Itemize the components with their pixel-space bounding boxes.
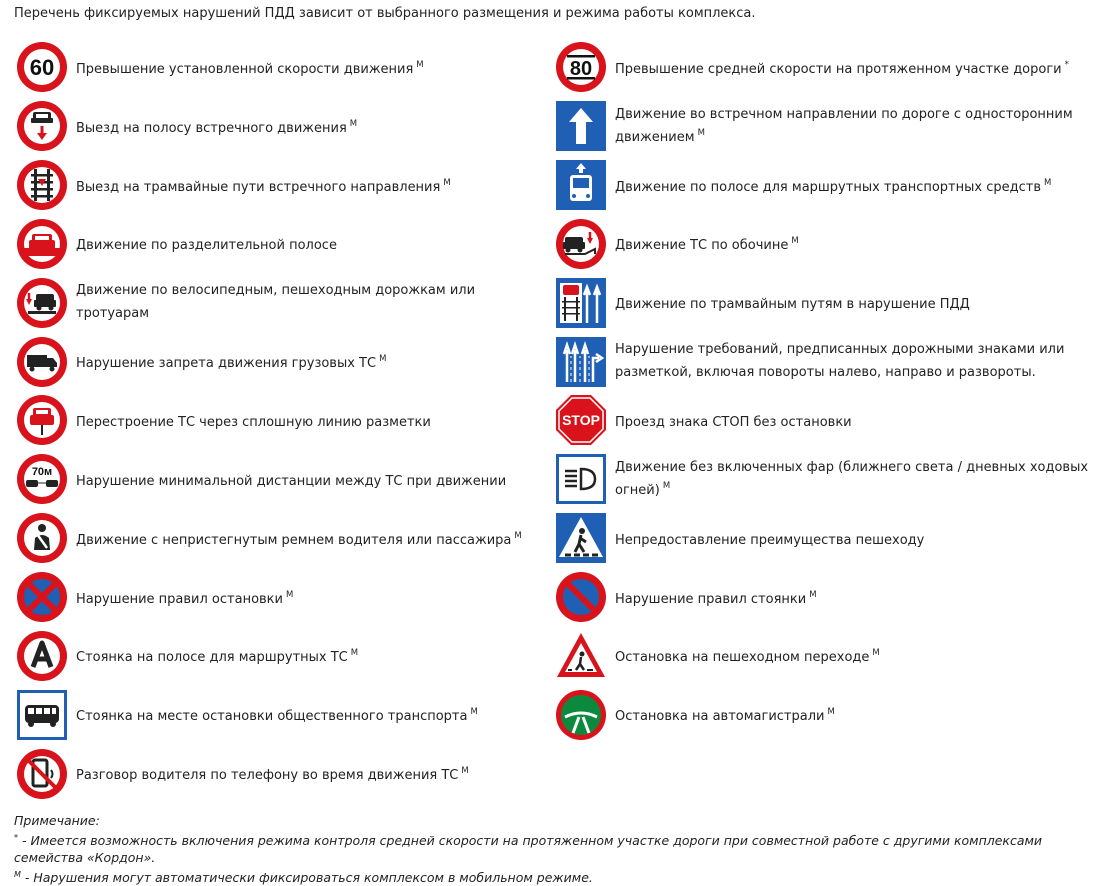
minimum-distance-sign-icon <box>16 453 68 505</box>
distance-value: 70м <box>31 466 53 479</box>
footnote-line-2: $^М$ - Нарушения могут автоматически фиксироваться комплексом в мобильном режиме. <box>14 870 593 885</box>
violation-label: Стоянка на месте остановки общественного транспорта $^М$ <box>76 707 478 725</box>
violation-label: Остановка на автомагистрали $^М$ <box>615 707 835 725</box>
violation-label: Движение по разделительной полосе <box>76 238 337 254</box>
violation-item <box>555 626 1100 685</box>
no-trucks-sign-icon <box>16 336 68 388</box>
violation-label: Стоянка на полосе для маршрутных ТС $^М$ <box>76 648 359 666</box>
violation-item <box>555 509 1100 568</box>
oncoming-lane-sign-icon <box>16 100 68 152</box>
violation-label: Нарушение правил остановки $^М$ <box>76 589 294 607</box>
violation-item <box>555 391 1100 450</box>
bus-stop-sign-icon <box>16 689 68 741</box>
footnote <box>14 812 1104 886</box>
speed-limit-value: 60 <box>29 55 55 81</box>
shoulder-driving-sign-icon <box>555 218 607 270</box>
tram-lane-sign-icon <box>555 277 607 329</box>
violation-item <box>16 273 546 332</box>
no-stopping-sign-icon <box>16 571 68 623</box>
violation-label: Движение с непристегнутым ремнем водителя или пассажира $^М$ <box>76 530 522 548</box>
violation-label: Нарушение требований, предписанных дорожными знаками или разметкой, включая повороты налево, направо и развороты. <box>615 342 1065 381</box>
violation-item <box>16 450 546 509</box>
violation-label: Выезд на полосу встречного движения $^М$ <box>76 118 358 136</box>
footnote-title: Примечание: <box>14 813 100 828</box>
violation-item <box>16 156 546 215</box>
violation-label: Движение ТС по обочине $^М$ <box>615 236 799 254</box>
speed-limit-60-sign-icon <box>16 41 68 93</box>
violation-label: Выезд на трамвайные пути встречного направления $^М$ <box>76 177 451 195</box>
violation-label: Нарушение минимальной дистанции между ТС при движении <box>76 473 507 489</box>
violation-label: Непредоставление преимущества пешеходу <box>615 532 925 548</box>
violation-item <box>555 332 1100 391</box>
violation-label: Движение по полосе для маршрутных транспортных средств $^М$ <box>615 177 1052 195</box>
violation-label: Движение по велосипедным, пешеходным дорожкам или тротуарам <box>76 283 476 322</box>
violation-item <box>16 685 546 744</box>
dividing-strip-sign-icon <box>16 218 68 270</box>
tram-tracks-sign-icon <box>16 159 68 211</box>
violation-item <box>555 97 1100 156</box>
violation-item <box>555 215 1100 274</box>
violation-item <box>16 97 546 156</box>
violation-item <box>16 626 546 685</box>
violation-item <box>16 744 546 803</box>
violations-list-right <box>555 38 1100 744</box>
phone-use-sign-icon <box>16 748 68 800</box>
bus-lane-sign-icon <box>555 159 607 211</box>
violation-label: Нарушение запрета движения грузовых ТС $^М$ <box>76 354 387 372</box>
stop-sign-text: STOP <box>562 412 600 429</box>
average-speed-value: 80 <box>569 58 593 81</box>
violation-label: Движение без включенных фар (ближнего света / дневных ходовых огней) $^М$ <box>615 459 1089 498</box>
lane-directions-sign-icon <box>555 336 607 388</box>
violation-label: Нарушение правил стоянки $^М$ <box>615 589 817 607</box>
violation-label: Перестроение ТС через сплошную линию разметки <box>76 414 431 430</box>
violation-item <box>555 450 1100 509</box>
violation-label: Проезд знака СТОП без остановки <box>615 414 852 430</box>
solid-line-crossing-sign-icon <box>16 394 68 446</box>
violation-label: Превышение средней скорости на протяженном участке дороги * <box>615 59 1069 77</box>
violation-item <box>555 273 1100 332</box>
sidewalk-driving-sign-icon <box>16 277 68 329</box>
bus-stop-a-sign-icon <box>16 630 68 682</box>
pedestrian-crossing-warning-sign-icon <box>555 630 607 682</box>
violation-item <box>16 509 546 568</box>
violation-label: Движение по трамвайным путям в нарушение ПДД <box>615 297 970 313</box>
violation-label: Остановка на пешеходном переходе $^М$ <box>615 648 880 666</box>
violation-label: Превышение установленной скорости движения $^М$ <box>76 59 424 77</box>
violation-item <box>16 38 546 97</box>
violation-item <box>555 38 1100 97</box>
violation-label: Движение во встречном направлении по дороге с односторонним движением $^М$ <box>615 106 1073 145</box>
violation-item <box>16 568 546 627</box>
pedestrian-crossing-sign-icon <box>555 512 607 564</box>
no-parking-sign-icon <box>555 571 607 623</box>
violation-label: Разговор водителя по телефону во время движения ТС $^М$ <box>76 766 469 784</box>
motorway-sign-icon <box>555 689 607 741</box>
violations-list-left <box>16 38 546 803</box>
average-speed-80-sign-icon <box>555 41 607 93</box>
violation-item <box>555 568 1100 627</box>
headlights-sign-icon <box>555 453 607 505</box>
intro-text: Перечень фиксируемых нарушений ПДД зависит от выбранного размещения и режима работы комплекса. <box>14 6 756 21</box>
one-way-road-sign-icon <box>555 100 607 152</box>
violation-item <box>555 156 1100 215</box>
violation-item <box>555 685 1100 744</box>
violation-item <box>16 332 546 391</box>
seat-belt-sign-icon <box>16 512 68 564</box>
violation-item <box>16 391 546 450</box>
stop-sign-icon <box>555 394 607 446</box>
violation-item <box>16 215 546 274</box>
footnote-line-1: * - Имеется возможность включения режима контроля средней скорости на протяженном участке дороги при совместной работе с другими комплексами семейства «Кордон». <box>14 833 1043 865</box>
